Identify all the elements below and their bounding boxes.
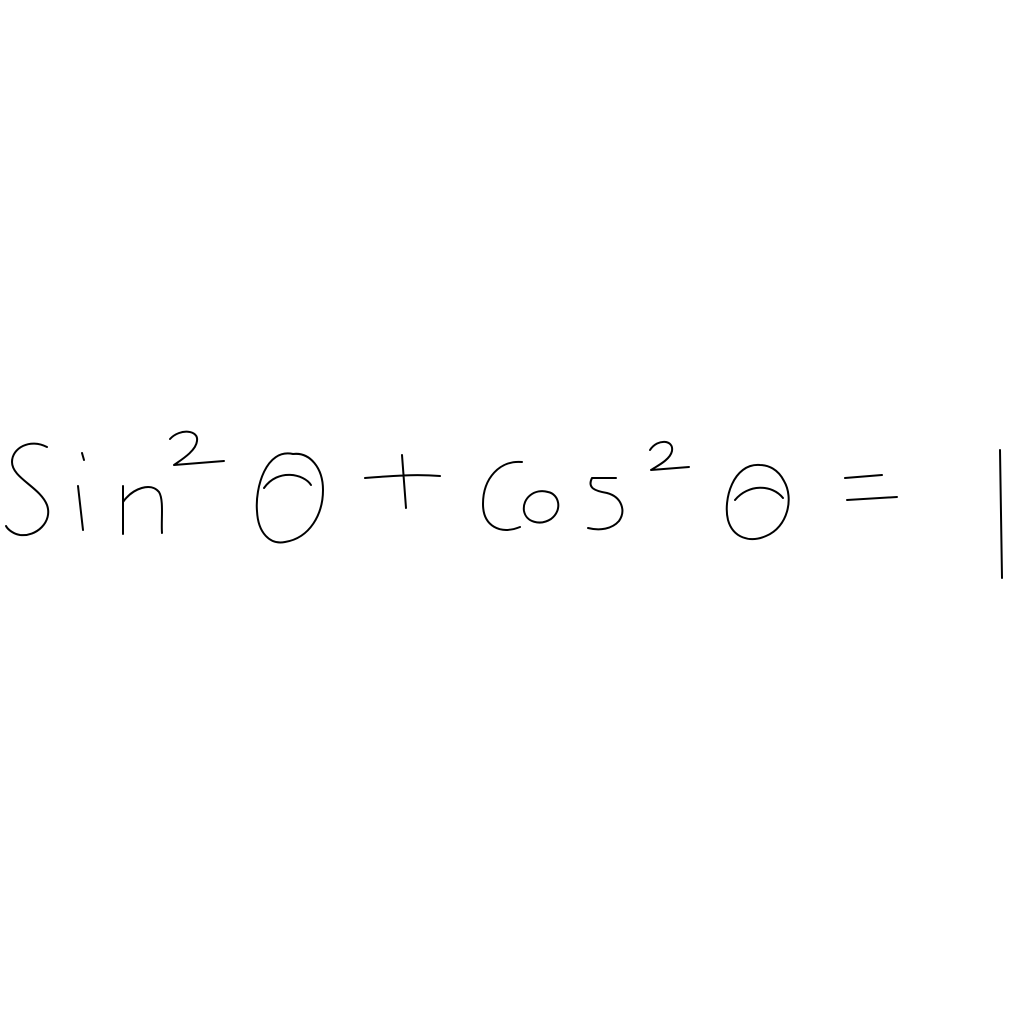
letter-i-stem — [78, 486, 83, 530]
equals-sign — [845, 475, 897, 500]
letter-s — [6, 444, 48, 536]
digit-one — [1000, 450, 1002, 578]
letter-n — [123, 486, 162, 534]
superscript-2-first — [170, 432, 224, 465]
superscript-2-second — [650, 442, 689, 470]
letter-o — [524, 491, 559, 522]
term-cos — [483, 462, 622, 530]
theta-second — [727, 465, 789, 539]
letter-i-dot — [82, 453, 84, 460]
plus-sign — [365, 455, 440, 508]
letter-c — [483, 462, 522, 530]
theta-first — [257, 453, 323, 542]
term-sin — [6, 444, 162, 536]
letter-s-cos — [588, 478, 622, 529]
